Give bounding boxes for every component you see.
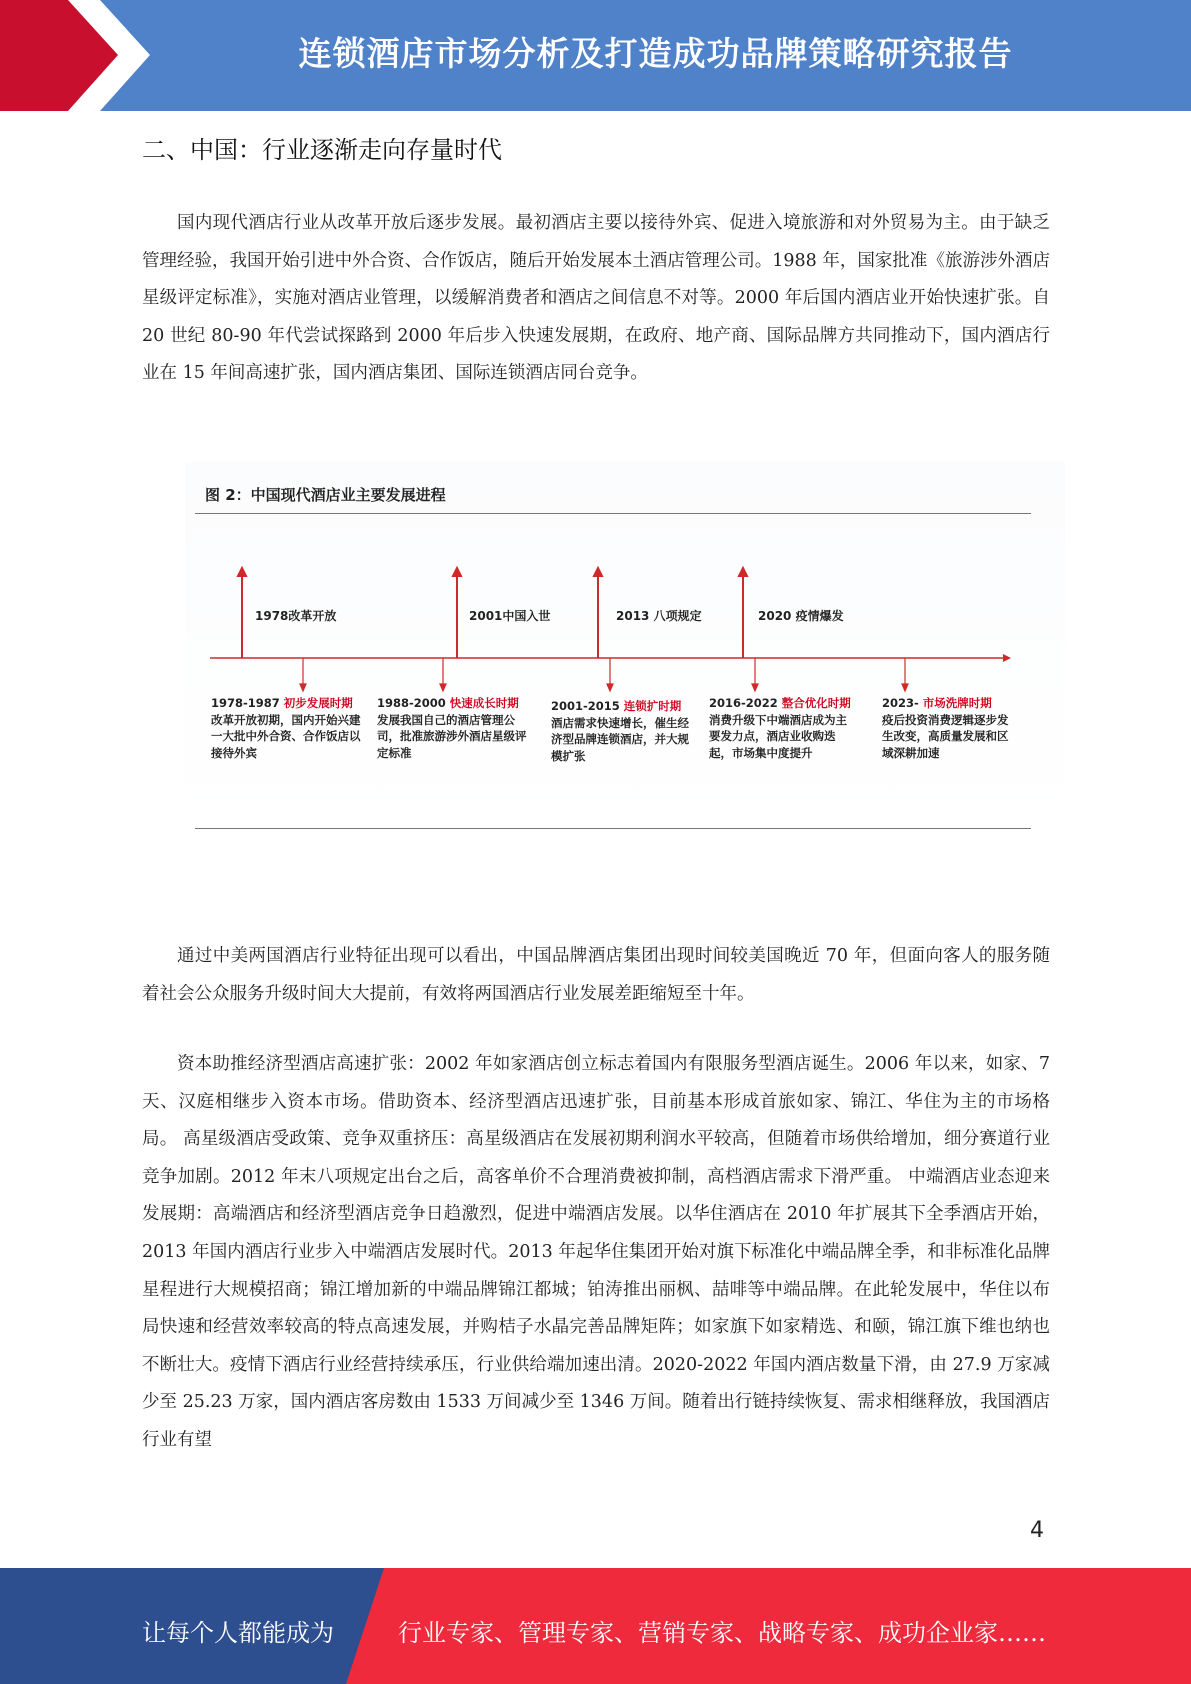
- period-3-years: 2001-2015: [551, 699, 624, 713]
- period-1: [211, 695, 363, 761]
- event-label-4: 2020 疫情爆发: [758, 609, 844, 623]
- period-5-name: 市场洗牌时期: [922, 696, 992, 710]
- figure-title: 图 2：中国现代酒店业主要发展进程: [205, 486, 446, 504]
- page-number: 4: [1030, 1518, 1044, 1543]
- period-5-years: 2023-: [882, 696, 923, 710]
- period-4-desc: 消费升级下中端酒店成为主要发力点，酒店业收购迭起，市场集中度提升: [709, 712, 847, 760]
- event-arrowhead-3: [594, 568, 602, 576]
- event-label-3: 2013 八项规定: [616, 609, 702, 623]
- paragraph-1: 国内现代酒店行业从改革开放后逐步发展。最初酒店主要以接待外宾、促进入境旅游和对外贸易为主。由于缺乏管理经验，我国开始引进中外合资、合作饭店，随后开始发展本土酒店管理公司。1988 年，国家批准《旅游涉外酒店星级评定标准》，实施对酒店业管理，以缓解消费者和酒店之间信息不对等。2000 年后国内酒店业开始快速扩张。自 20 世纪 80-90 年代尝试探路到 2000 年后步入快速发展期，在政府、地产商、国际品牌方共同推动下，国内酒店行业在 15 年间高速扩张，国内酒店集团、国际连锁酒店同台竞争。: [142, 213, 1050, 384]
- period-3: [551, 698, 691, 764]
- timeline-axis-graphic: [185, 462, 1065, 842]
- period-3-name: 连锁扩时期: [623, 699, 682, 713]
- period-4: [709, 695, 854, 761]
- period-2: [377, 695, 527, 761]
- period-5: [882, 695, 1017, 761]
- period-5-desc: 疫后投资消费逻辑逐步发生改变，高质量发展和区域深耕加速: [882, 712, 1009, 760]
- report-title: 连锁酒店市场分析及打造成功品牌策略研究报告: [298, 34, 1013, 73]
- event-arrowhead-2: [453, 568, 461, 576]
- event-label-1: 1978改革开放: [255, 609, 337, 623]
- event-arrowhead-4: [739, 568, 747, 576]
- paragraph-2: 通过中美两国酒店行业特征出现可以看出，中国品牌酒店集团出现时间较美国晚近 70 年，但面向客人的服务随着社会公众服务升级时间大大提前，有效将两国酒店行业发展差距缩短至十年。: [142, 946, 1050, 1004]
- period-1-desc: 改革开放初期，国内开始兴建一大批中外合资、合作饭店以接待外宾: [211, 712, 361, 760]
- figure-bottom-rule: [195, 828, 1031, 829]
- period-3-desc: 酒店需求快速增长，催生经济型品牌连锁酒店，并大规模扩张: [551, 715, 689, 763]
- event-arrowhead-1: [238, 568, 246, 576]
- period-4-years: 2016-2022: [709, 696, 782, 710]
- period-2-years: 1988-2000: [377, 696, 450, 710]
- section-title: 二、中国：行业逐渐走向存量时代: [142, 136, 502, 164]
- period-2-desc: 发展我国自己的酒店管理公司，批准旅游涉外酒店星级评定标准: [377, 712, 527, 760]
- paragraph-3: 资本助推经济型酒店高速扩张：2002 年如家酒店创立标志着国内有限服务型酒店诞生。2006 年以来，如家、7 天、汉庭相继步入资本市场。借助资本、经济型酒店迅速扩张，目前基本形成首旅如家、锦江、华住为主的市场格局。 高星级酒店受政策、竞争双重挤压：高星级酒店在发展初期利润水平较高，但随着市场供给增加，细分赛道行业竞争加剧。2012 年末八项规定出台之后，高客单价不合理消费被抑制，高档酒店需求下滑严重。 中端酒店业态迎来发展期：高端酒店和经济型酒店竞争日趋激烈，促进中端酒店发展。以华住酒店在 2010 年扩展其下全季酒店开始，2013 年国内酒店行业步入中端酒店发展时代。2013 年起华住集团开始对旗下标准化中端品牌全季，和非标准化品牌星程进行大规模招商；锦江增加新的中端品牌锦江都城；铂涛推出丽枫、喆啡等中端品牌。在此轮发展中，华住以布局快速和经营效率较高的特点高速发展，并购桔子水晶完善品牌矩阵；如家旗下如家精选、和颐，锦江旗下维也纳也不断壮大。疫情下酒店行业经营持续承压，行业供给端加速出清。2020-2022 年国内酒店数量下滑，由 27.9 万家减少至 25.23 万家，国内酒店客房数由 1533 万间减少至 1346 万间。随着出行链持续恢复、需求相继释放，我国酒店行业有望: [142, 1054, 1050, 1450]
- footer-slogan-right: 行业专家、管理专家、营销专家、战略专家、成功企业家……: [398, 1619, 1046, 1647]
- period-4-name: 整合优化时期: [781, 696, 851, 710]
- event-label-2: 2001中国入世: [469, 609, 551, 623]
- period-1-name: 初步发展时期: [283, 696, 353, 710]
- timeline-axis-arrowhead: [1003, 654, 1011, 662]
- timeline-figure: [185, 462, 1065, 842]
- period-2-name: 快速成长时期: [449, 696, 519, 710]
- footer-slogan-left: 让每个人都能成为: [142, 1619, 334, 1647]
- period-1-years: 1978-1987: [211, 696, 284, 710]
